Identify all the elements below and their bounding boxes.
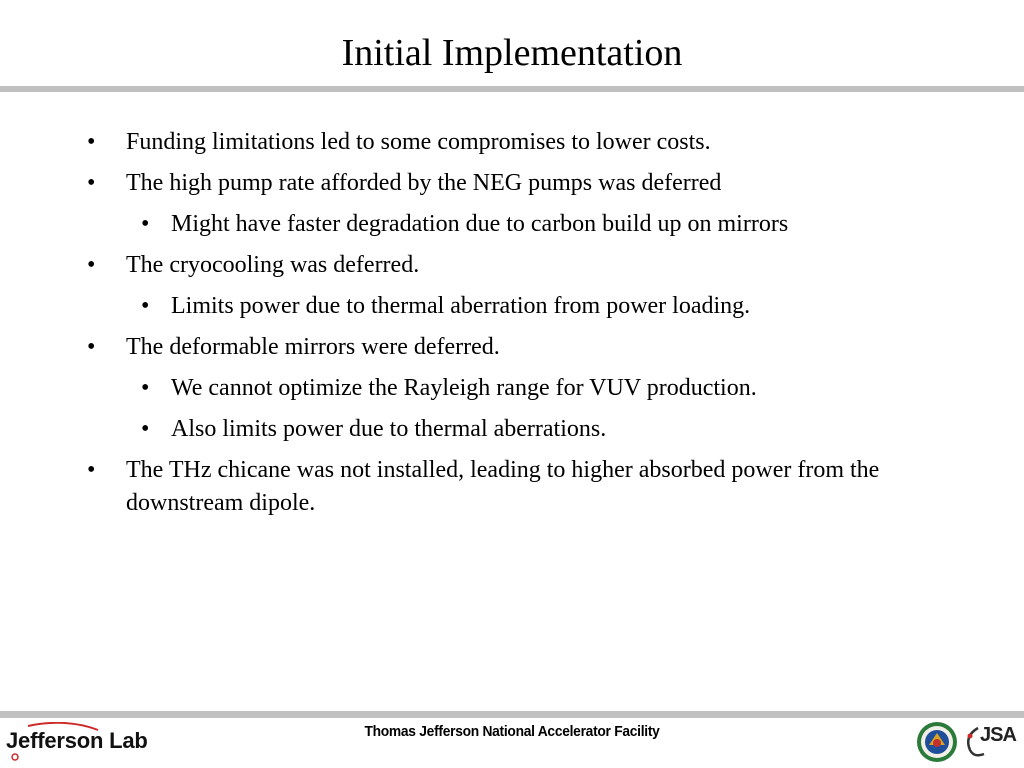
jefferson-lab-logo-text: Jefferson Lab <box>6 728 148 753</box>
bullet-text: The cryocooling was deferred. <box>126 252 420 278</box>
bullet-text: Funding limitations led to some compromises to lower costs. <box>126 129 711 155</box>
bullet-mark: • <box>87 252 96 278</box>
title-divider <box>0 86 1024 92</box>
bullet-mark: • <box>87 334 96 360</box>
sub-bullet-item <box>0 372 931 405</box>
bullet-text: The high pump rate afforded by the NEG pumps was deferred <box>126 170 722 196</box>
sub-bullet-item <box>0 290 931 323</box>
sub-bullet-item <box>0 413 931 446</box>
bullet-item <box>0 331 926 364</box>
jsa-logo-text: JSA <box>980 724 1016 746</box>
bullet-mark: • <box>141 211 150 237</box>
sub-bullet-item <box>0 208 931 241</box>
bullet-list <box>0 126 1024 528</box>
bullet-mark: • <box>141 416 150 442</box>
bullet-text: Might have faster degradation due to carbon build up on mirrors <box>171 211 789 237</box>
footer-divider <box>0 711 1024 718</box>
bullet-text: Limits power due to thermal aberration from power loading. <box>171 293 751 319</box>
bullet-mark: • <box>87 457 96 483</box>
jefferson-lab-logo <box>6 722 166 762</box>
bullet-mark: • <box>87 170 96 196</box>
bullet-mark: • <box>141 293 150 319</box>
slide-title: Initial Implementation <box>341 32 683 74</box>
bullet-item <box>0 167 926 200</box>
doe-seal-icon <box>916 721 958 763</box>
bullet-text: We cannot optimize the Rayleigh range for VUV production. <box>171 375 757 401</box>
bullet-item <box>0 126 926 159</box>
bullet-item <box>0 454 926 520</box>
footer-facility-name: Thomas Jefferson National Accelerator Facility <box>364 723 660 740</box>
bullet-mark: • <box>87 129 96 155</box>
bullet-text: Also limits power due to thermal aberrations. <box>171 416 607 442</box>
bullet-item <box>0 249 926 282</box>
bullet-text: The deformable mirrors were deferred. <box>126 334 500 360</box>
jsa-logo <box>962 722 1020 762</box>
bullet-text: The THz chicane was not installed, leading to higher absorbed power from the downstream dipole. <box>126 457 880 516</box>
bullet-mark: • <box>141 375 150 401</box>
